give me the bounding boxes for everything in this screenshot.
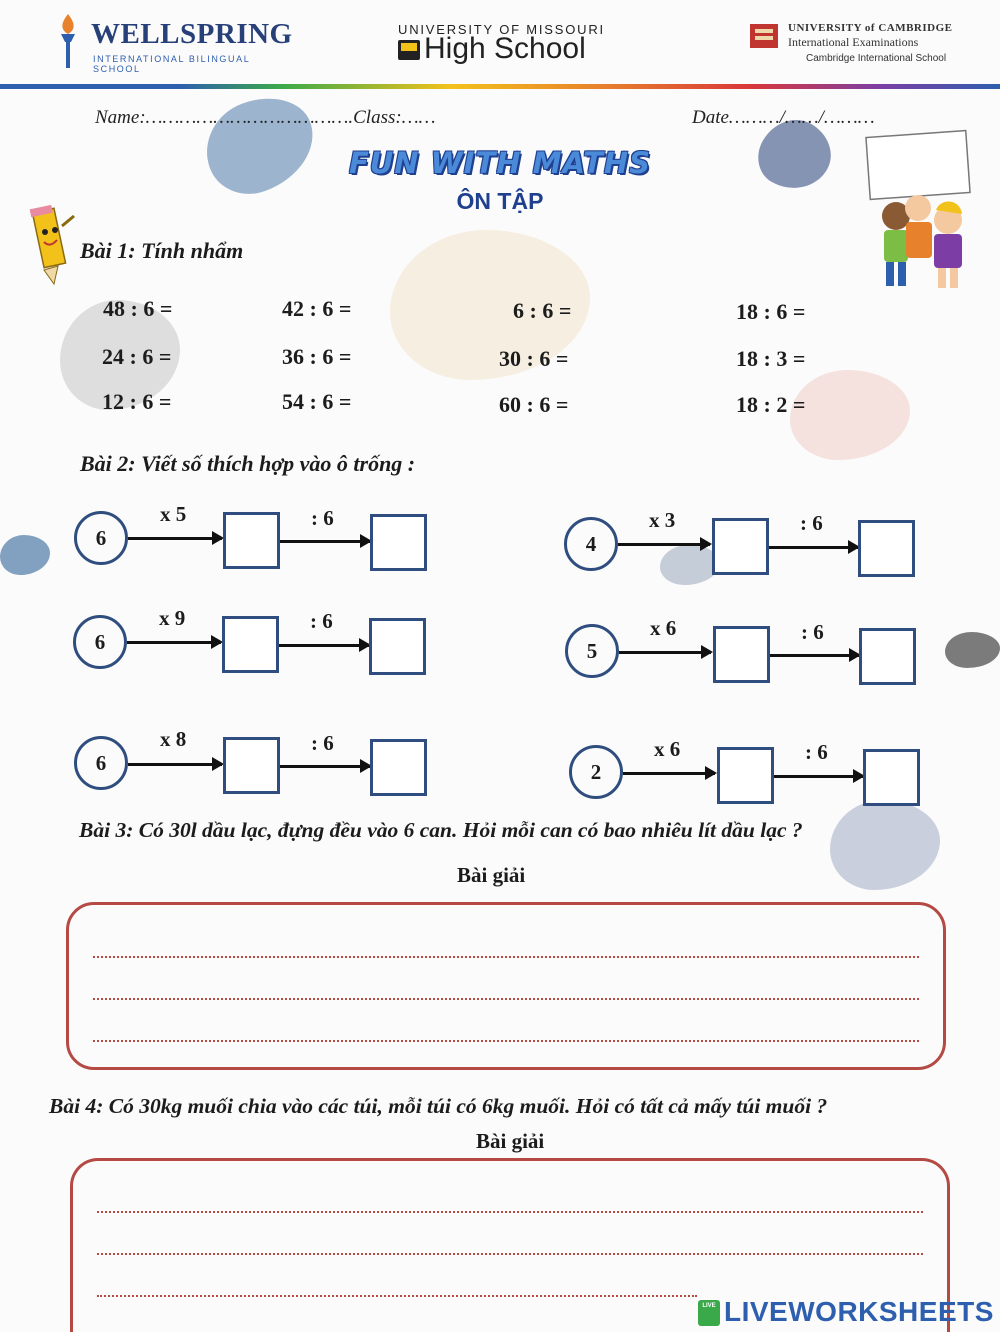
chain-answer-box-1[interactable] [712, 518, 769, 575]
ex3-solution-label: Bài giải [457, 863, 526, 887]
chain-start-circle: 5 [565, 624, 619, 678]
wellspring-name: WELLSPRING [91, 18, 293, 50]
ex4-answer-line[interactable] [97, 1253, 923, 1255]
decor-splash-dark-right [945, 632, 1000, 668]
chain-op1-label: x 9 [159, 606, 186, 630]
chain-op1-label: x 6 [650, 616, 677, 640]
ex1-item: 42 : 6 = [282, 296, 352, 321]
chain-arrow [770, 654, 859, 657]
liveworksheets-badge-label: LIVE [702, 1303, 716, 1309]
chain-answer-box-1[interactable] [713, 626, 770, 683]
ex1-item: 60 : 6 = [499, 392, 569, 417]
page-subtitle: ÔN TẬP [456, 188, 544, 214]
chain-arrow [280, 765, 370, 768]
mu-shield-icon [398, 40, 420, 60]
chain-op1-label: x 8 [160, 727, 187, 751]
chain-arrow [128, 537, 222, 540]
chain-answer-box-2[interactable] [859, 628, 916, 685]
decor-splash-blue-left [0, 535, 50, 575]
cambridge-line1: UNIVERSITY of CAMBRIDGE [788, 22, 953, 34]
cambridge-line2: International Examinations [788, 35, 919, 49]
chain-start-circle: 6 [74, 736, 128, 790]
chain-op1-label: x 6 [654, 737, 681, 761]
chain-op2-label: : 6 [805, 740, 828, 764]
chain-answer-box-1[interactable] [223, 737, 280, 794]
chain-arrow [769, 546, 858, 549]
ex1-item: 12 : 6 = [102, 389, 172, 414]
cambridge-crest-icon [750, 24, 778, 48]
chain-answer-box-2[interactable] [858, 520, 915, 577]
ex1-item: 18 : 2 = [736, 392, 806, 417]
decor-splash-grey-mid [660, 545, 720, 585]
ex1-item: 54 : 6 = [282, 389, 352, 414]
chain-start-circle: 4 [564, 517, 618, 571]
ex1-item: 24 : 6 = [102, 344, 172, 369]
torch-icon [55, 12, 81, 70]
chain-answer-box-2[interactable] [369, 618, 426, 675]
ex1-heading: Bài 1: Tính nhẩm [80, 238, 244, 263]
ex1-item: 18 : 3 = [736, 346, 806, 371]
chain-arrow [618, 543, 710, 546]
missouri-logo [398, 22, 638, 66]
page-title: FUN WITH MATHS [348, 146, 652, 180]
chain-arrow [280, 540, 370, 543]
chain-op2-label: : 6 [801, 620, 824, 644]
chain-arrow [128, 763, 222, 766]
liveworksheets-text: LIVEWORKSHEETS [724, 1296, 994, 1327]
missouri-high-school: High School [424, 32, 586, 65]
ex3-answer-area[interactable] [66, 902, 946, 1070]
cambridge-line3: Cambridge International School [806, 53, 947, 64]
chain-arrow [279, 644, 369, 647]
chain-answer-box-1[interactable] [717, 747, 774, 804]
chain-answer-box-2[interactable] [370, 739, 427, 796]
ex4-answer-line[interactable] [97, 1211, 923, 1213]
chain-op2-label: : 6 [311, 731, 334, 755]
decor-splash-blue [193, 84, 327, 206]
chain-answer-box-2[interactable] [863, 749, 920, 806]
ex3-answer-line[interactable] [93, 1040, 919, 1042]
chain-start-circle: 6 [74, 511, 128, 565]
chain-answer-box-2[interactable] [370, 514, 427, 571]
ex1-item: 18 : 6 = [736, 299, 806, 324]
wellspring-logo [55, 12, 295, 72]
ex1-item: 48 : 6 = [103, 296, 173, 321]
ex3-heading: Bài 3: Có 30l dầu lạc, đựng đều vào 6 can. Hỏi mỗi can có bao nhiêu lít dầu lạc ? [79, 818, 803, 842]
ex3-answer-line[interactable] [93, 956, 919, 958]
wellspring-subtitle: INTERNATIONAL BILINGUAL SCHOOL [93, 54, 250, 74]
kids-sign-illustration [862, 128, 974, 298]
chain-start-circle: 6 [73, 615, 127, 669]
decor-splash-navy-low [830, 800, 940, 890]
ex4-solution-label: Bài giải [476, 1129, 545, 1153]
cambridge-logo [750, 22, 970, 68]
chain-arrow [619, 651, 711, 654]
chain-arrow [127, 641, 221, 644]
ex3-answer-line[interactable] [93, 998, 919, 1000]
missouri-university: UNIVERSITY OF MISSOURI [398, 22, 605, 37]
chain-op1-label: x 5 [160, 502, 187, 526]
chain-op2-label: : 6 [800, 511, 823, 535]
name-class-field[interactable]: Name:……………………………….Class:…… [95, 107, 436, 128]
ex4-heading: Bài 4: Có 30kg muối chia vào các túi, mỗi túi có 6kg muối. Hỏi có tất cả mấy túi muối ? [49, 1094, 828, 1118]
ex4-answer-line[interactable] [97, 1295, 697, 1297]
ex1-item: 6 : 6 = [513, 298, 572, 323]
chain-op2-label: : 6 [311, 506, 334, 530]
ex1-item: 36 : 6 = [282, 344, 352, 369]
liveworksheets-badge-icon [698, 1300, 720, 1326]
ex2-heading: Bài 2: Viết số thích hợp vào ô trống : [80, 451, 416, 476]
ex1-item: 30 : 6 = [499, 346, 569, 371]
chain-arrow [774, 775, 863, 778]
pencil-mascot-illustration [26, 204, 78, 288]
chain-answer-box-1[interactable] [223, 512, 280, 569]
header-rainbow-bar [0, 84, 1000, 89]
liveworksheets-watermark [698, 1296, 998, 1330]
chain-op1-label: x 3 [649, 508, 676, 532]
chain-answer-box-1[interactable] [222, 616, 279, 673]
date-field[interactable]: Date………/……/……… [692, 107, 875, 128]
chain-start-circle: 2 [569, 745, 623, 799]
chain-op2-label: : 6 [310, 609, 333, 633]
chain-arrow [623, 772, 715, 775]
decor-splash-pink [790, 370, 910, 460]
